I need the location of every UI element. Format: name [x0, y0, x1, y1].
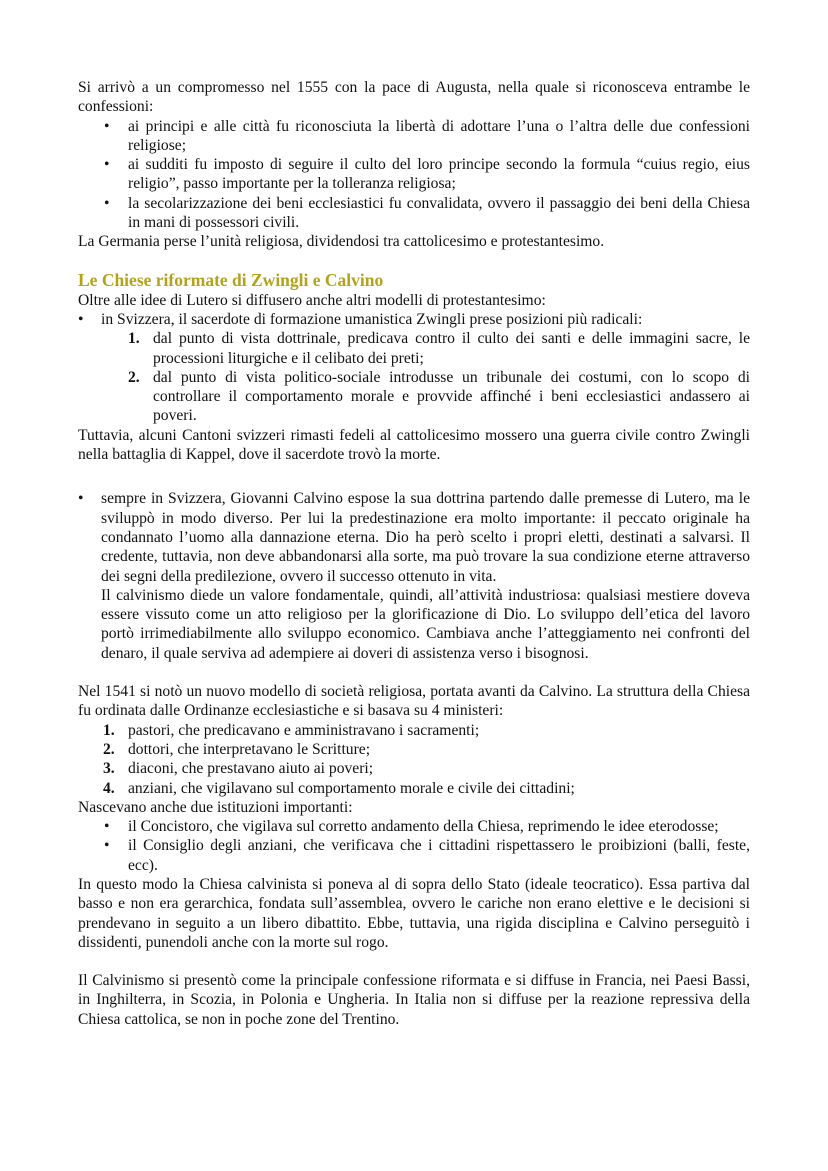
ministeri-list — [78, 721, 750, 798]
list-item: • il Consiglio degli anziani, che verificava che i cittadini rispettassero le proibizioni (balli, feste, ecc). — [78, 836, 750, 875]
list-item: • la secolarizzazione dei beni ecclesiastici fu convalidata, ovvero il passaggio dei beni della Chiesa in mani di possessori civili. — [78, 194, 750, 233]
list-item-calvino — [78, 489, 750, 585]
istituzioni-list — [78, 817, 750, 875]
list-item — [78, 721, 750, 740]
list-number: 2. — [128, 368, 140, 386]
list-number: 1. — [103, 721, 115, 739]
paragraph-germania: La Germania perse l’unità religiosa, dividendosi tra cattolicesimo e protestantesimo. — [78, 233, 605, 251]
list-text: diaconi, che prestavano aiuto ai poveri; — [128, 760, 374, 778]
zwingli-list — [78, 310, 750, 329]
paragraph-diffusione: Il Calvinismo si presentò come la principale confessione riformata e si diffuse in Francia, nei Paesi Bassi, in Inghilterra, in Scozia, in Polonia e Ungheria. In Italia non si diffuse per la reazione repressiva della Chiesa cattolica, se non in poche zone del Trentino. — [78, 972, 750, 1028]
list-item: • il Concistoro, che vigilava sul corretto andamento della Chiesa, reprimendo le idee eterodosse; — [78, 817, 750, 836]
calvino-list — [78, 489, 750, 585]
list-text: anziani, che vigilavano sul comportamento morale e civile dei cittadini; — [128, 779, 575, 797]
calvino-text: sempre in Svizzera, Giovanni Calvino espose la sua dottrina partendo dalle premesse di Lutero, ma le sviluppò in modo diverso. Per lui la predestinazione era molto importante: il peccato originale ha condannato l’uomo alla dannazione eterna. Dio ha però scelto i propri eletti, destinati a salvarsi. Il credente, tuttavia, non deve abbandonarsi alla sorte, ma può trovare la sua condizione eterne attraverso dei segni della predilezione, ovvero il successo ottenuto in vita. — [101, 490, 750, 585]
paragraph-istituzioni: Nascevano anche due istituzioni importanti: — [78, 798, 353, 816]
list-item — [78, 329, 750, 368]
list-item — [78, 779, 750, 798]
paragraph-kappel: Tuttavia, alcuni Cantoni svizzeri rimasti fedeli al cattolicesimo mossero una guerra civile contro Zwingli nella battaglia di Kappel, dove il sacerdote trovò la morte. — [78, 426, 750, 464]
list-item — [78, 759, 750, 778]
list-number: 4. — [103, 779, 115, 797]
paragraph-augusta: Si arrivò a un compromesso nel 1555 con la pace di Augusta, nella quale si riconosceva entrambe le confessioni: — [78, 79, 750, 116]
paragraph-1541: Nel 1541 si notò un nuovo modello di società religiosa, portata avanti da Calvino. La struttura della Chiesa fu ordinata dalle Ordinanze ecclesiastiche e si basava su 4 ministeri: — [78, 683, 750, 720]
list-number: 1. — [128, 330, 140, 348]
section-heading: Le Chiese riformate di Zwingli e Calvino — [78, 269, 384, 290]
list-number: 2. — [103, 740, 115, 758]
list-number: 3. — [103, 760, 115, 778]
augusta-list — [78, 117, 750, 233]
list-item: • ai sudditi fu imposto di seguire il culto del loro principe secondo la formula “cuius regio, eius religio”, passo importante per la tolleranza religiosa; — [78, 155, 750, 194]
list-item: • ai principi e alle città fu riconosciuta la libertà di adottare l’una o l’altra delle due confessioni religiose; — [78, 117, 750, 156]
list-item — [78, 368, 750, 426]
list-item-zwingli: • in Svizzera, il sacerdote di formazione umanistica Zwingli prese posizioni più radicali: — [78, 310, 750, 329]
paragraph-calvinismo: Il calvinismo diede un valore fondamentale, quindi, all’attività industriosa: qualsiasi mestiere doveva essere vissuto come un atto religioso per la glorificazione di Dio. Lo sviluppo dell’etica del lavoro portò irrimediabilmente allo sviluppo economico. Cambiava anche l’atteggiamento nei confronti del denaro, il quale serviva ad adempiere ai doveri di assistenza verso i bisognosi. — [101, 586, 750, 662]
list-text: dottori, che interpretavano le Scritture; — [128, 740, 371, 758]
list-text: dal punto di vista politico-sociale introdusse un tribunale dei costumi, con lo scopo di controllare il comportamento morale e provvide affinché i beni ecclesiastici andassero ai poveri. — [153, 368, 750, 425]
list-text: dal punto di vista dottrinale, predicava contro il culto dei santi e delle immagini sacre, le processioni liturgiche e il celibato dei preti; — [153, 330, 750, 367]
zwingli-points — [78, 329, 750, 425]
list-item — [78, 740, 750, 759]
document-page — [78, 78, 750, 1029]
list-text: pastori, che predicavano e amministravano i sacramenti; — [128, 721, 480, 739]
paragraph-teocratico: In questo modo la Chiesa calvinista si poneva al di sopra dello Stato (ideale teocratico). Essa partiva dal basso e non era gerarchica, fondata sull’assemblea, ovvero le cariche non erano elettive e le decisioni si prendevano in seguito a un libero dibattito. Ebbe, tuttavia, una rigida disciplina e Calvino perseguitò i dissidenti, punendoli anche con la morte sul rogo. — [78, 875, 750, 951]
paragraph-intro: Oltre alle idee di Lutero si diffusero anche altri modelli di protestantesimo: — [78, 291, 546, 309]
